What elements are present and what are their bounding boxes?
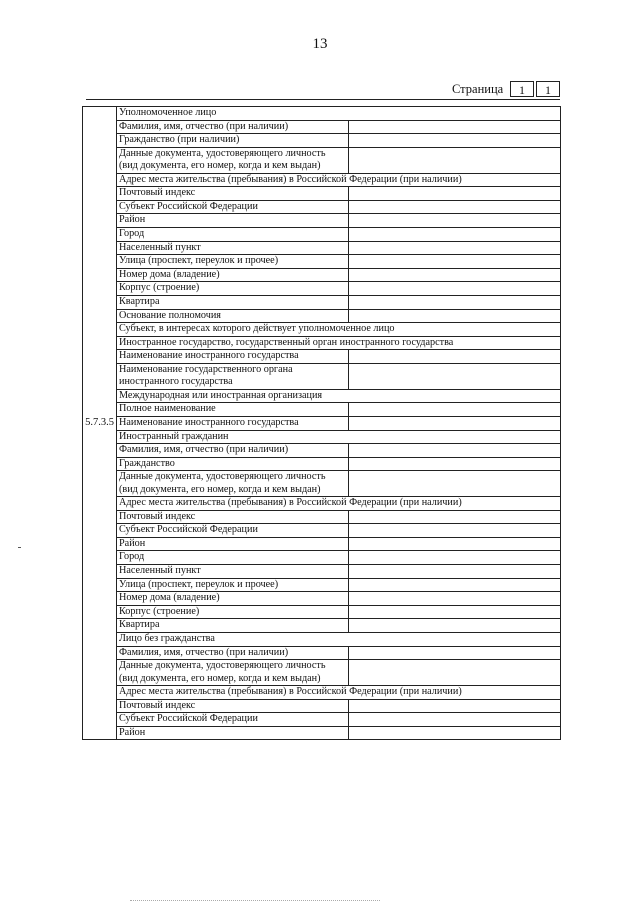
table-row	[83, 565, 561, 579]
page-number: 13	[312, 36, 328, 52]
field-value-cell[interactable]	[349, 713, 561, 727]
field-label: Квартира	[117, 295, 349, 309]
field-label: Наименование иностранного государства	[117, 416, 349, 430]
field-value-cell[interactable]	[349, 200, 561, 214]
field-label: Город	[117, 551, 349, 565]
field-label: Номер дома (владение)	[117, 268, 349, 282]
field-label: Корпус (строение)	[117, 605, 349, 619]
field-label: Корпус (строение)	[117, 282, 349, 296]
section-heading: Адрес места жительства (пребывания) в Российской Федерации (при наличии)	[117, 686, 561, 700]
field-value-cell[interactable]	[349, 726, 561, 740]
field-label: Район	[117, 537, 349, 551]
field-label: Улица (проспект, переулок и прочее)	[117, 578, 349, 592]
field-value-cell[interactable]	[349, 309, 561, 323]
table-row	[83, 295, 561, 309]
table-row	[83, 430, 561, 444]
field-label: Данные документа, удостоверяющего личность (вид документа, его номер, когда и кем выдан)	[117, 147, 349, 173]
field-value-cell[interactable]	[349, 524, 561, 538]
table-row	[83, 282, 561, 296]
field-value-cell[interactable]	[349, 551, 561, 565]
field-label: Субъект Российской Федерации	[117, 713, 349, 727]
table-row	[83, 403, 561, 417]
section-heading: Лицо без гражданства	[117, 633, 561, 647]
field-value-cell[interactable]	[349, 363, 561, 389]
table-row	[83, 241, 561, 255]
table-row	[83, 323, 561, 337]
field-value-cell[interactable]	[349, 268, 561, 282]
table-row	[83, 416, 561, 430]
table-row	[83, 363, 561, 389]
field-label: Полное наименование	[117, 403, 349, 417]
table-row	[83, 120, 561, 134]
field-label: Номер дома (владение)	[117, 592, 349, 606]
table-row	[83, 173, 561, 187]
field-value-cell[interactable]	[349, 416, 561, 430]
table-row	[83, 336, 561, 350]
field-value-cell[interactable]	[349, 510, 561, 524]
section-heading: Иностранное государство, государственный орган иностранного государства	[117, 336, 561, 350]
field-label: Район	[117, 726, 349, 740]
field-value-cell[interactable]	[349, 457, 561, 471]
table-row	[83, 660, 561, 686]
section-heading: Субъект, в интересах которого действует уполномоченное лицо	[117, 323, 561, 337]
field-value-cell[interactable]	[349, 147, 561, 173]
field-value-cell[interactable]	[349, 592, 561, 606]
field-value-cell[interactable]	[349, 578, 561, 592]
field-label: Фамилия, имя, отчество (при наличии)	[117, 646, 349, 660]
margin-mark	[18, 547, 21, 548]
section-heading: Адрес места жительства (пребывания) в Российской Федерации (при наличии)	[117, 497, 561, 511]
table-row	[83, 107, 561, 121]
field-label: Гражданство	[117, 457, 349, 471]
table-row	[83, 309, 561, 323]
table-row	[83, 444, 561, 458]
field-label: Квартира	[117, 619, 349, 633]
field-label: Фамилия, имя, отчество (при наличии)	[117, 120, 349, 134]
table-row	[83, 619, 561, 633]
field-label: Улица (проспект, переулок и прочее)	[117, 255, 349, 269]
bottom-rule	[130, 900, 380, 901]
table-row	[83, 592, 561, 606]
field-value-cell[interactable]	[349, 120, 561, 134]
field-value-cell[interactable]	[349, 241, 561, 255]
table-row	[83, 187, 561, 201]
section-code: 5.7.3.5	[83, 107, 117, 740]
table-row	[83, 457, 561, 471]
table-row	[83, 713, 561, 727]
table-row	[83, 510, 561, 524]
field-label: Гражданство (при наличии)	[117, 134, 349, 148]
field-value-cell[interactable]	[349, 403, 561, 417]
field-value-cell[interactable]	[349, 444, 561, 458]
field-value-cell[interactable]	[349, 565, 561, 579]
field-label: Почтовый индекс	[117, 510, 349, 524]
field-label: Населенный пункт	[117, 241, 349, 255]
table-row	[83, 605, 561, 619]
field-value-cell[interactable]	[349, 255, 561, 269]
field-value-cell[interactable]	[349, 646, 561, 660]
field-label: Данные документа, удостоверяющего личность (вид документа, его номер, когда и кем выдан)	[117, 471, 349, 497]
field-value-cell[interactable]	[349, 282, 561, 296]
table-row	[83, 255, 561, 269]
field-label: Фамилия, имя, отчество (при наличии)	[117, 444, 349, 458]
field-label: Населенный пункт	[117, 565, 349, 579]
table-row	[83, 389, 561, 403]
field-label: Район	[117, 214, 349, 228]
field-value-cell[interactable]	[349, 227, 561, 241]
table-row	[83, 147, 561, 173]
table-row	[83, 350, 561, 364]
field-value-cell[interactable]	[349, 699, 561, 713]
table-row	[83, 633, 561, 647]
field-label: Почтовый индекс	[117, 699, 349, 713]
table-row	[83, 699, 561, 713]
field-label: Субъект Российской Федерации	[117, 524, 349, 538]
field-value-cell[interactable]	[349, 214, 561, 228]
table-row	[83, 268, 561, 282]
table-row	[83, 200, 561, 214]
table-row	[83, 686, 561, 700]
table-row	[83, 214, 561, 228]
field-value-cell[interactable]	[349, 605, 561, 619]
form-body	[83, 107, 561, 740]
page-box-2: 1	[536, 81, 560, 97]
field-label: Основание полномочия	[117, 309, 349, 323]
page-box-1: 1	[510, 81, 534, 97]
table-row	[83, 497, 561, 511]
field-label: Данные документа, удостоверяющего личность (вид документа, его номер, когда и кем выдан)	[117, 660, 349, 686]
field-value-cell[interactable]	[349, 619, 561, 633]
field-label: Почтовый индекс	[117, 187, 349, 201]
field-label: Субъект Российской Федерации	[117, 200, 349, 214]
field-value-cell[interactable]	[349, 350, 561, 364]
field-value-cell[interactable]	[349, 660, 561, 686]
section-heading: Иностранный гражданин	[117, 430, 561, 444]
field-label: Наименование иностранного государства	[117, 350, 349, 364]
field-value-cell[interactable]	[349, 134, 561, 148]
field-value-cell[interactable]	[349, 537, 561, 551]
field-label: Наименование государственного органа иностранного государства	[117, 363, 349, 389]
table-row	[83, 134, 561, 148]
section-heading: Международная или иностранная организация	[117, 389, 561, 403]
table-row	[83, 726, 561, 740]
table-row	[83, 646, 561, 660]
section-heading: Уполномоченное лицо	[117, 107, 561, 121]
page-label: Страница	[452, 82, 504, 96]
table-row	[83, 551, 561, 565]
form-table	[82, 106, 561, 740]
field-value-cell[interactable]	[349, 471, 561, 497]
table-row	[83, 471, 561, 497]
table-row	[83, 578, 561, 592]
table-row	[83, 524, 561, 538]
field-value-cell[interactable]	[349, 295, 561, 309]
header-rule	[86, 99, 560, 100]
section-heading: Адрес места жительства (пребывания) в Российской Федерации (при наличии)	[117, 173, 561, 187]
field-value-cell[interactable]	[349, 187, 561, 201]
table-row	[83, 227, 561, 241]
table-row	[83, 537, 561, 551]
field-label: Город	[117, 227, 349, 241]
